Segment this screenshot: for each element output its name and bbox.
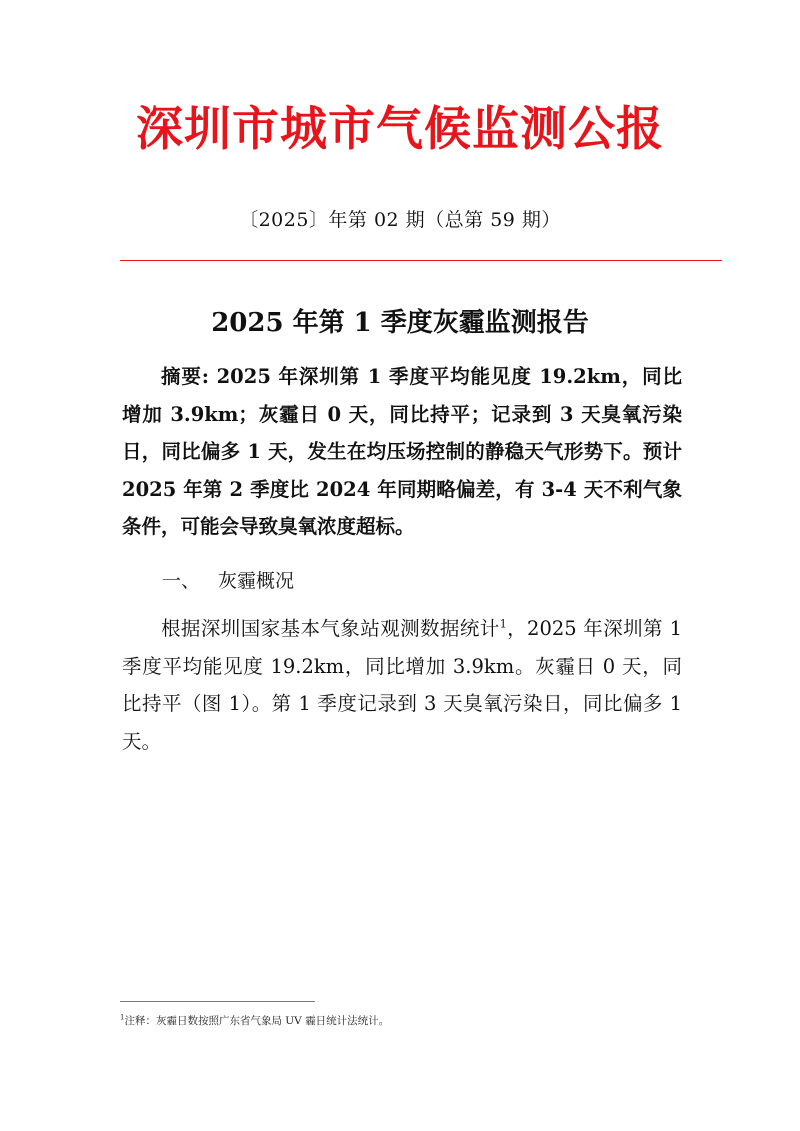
section-heading <box>162 563 294 600</box>
body-paragraph <box>122 610 682 760</box>
body-text-part2: ，2025 年深圳第 1 季度平均能见度 19.2km，同比增加 3.9km。灰霾日 0 天，同比持平（图 1）。第 1 季度记录到 3 天臭氧污染日，同比偏多 1 天。 <box>122 617 682 753</box>
section-number: 一、 <box>162 570 201 592</box>
report-title: 2025 年第 1 季度灰霾监测报告 <box>211 308 589 338</box>
masthead-divider <box>120 260 722 261</box>
footnote <box>120 1013 389 1028</box>
abstract-paragraph <box>122 358 682 546</box>
body-text-part1: 根据深圳国家基本气象站观测数据统计 <box>161 617 500 640</box>
footnote-marker: 1 <box>120 1013 125 1022</box>
abstract-text: 2025 年深圳第 1 季度平均能见度 19.2km，同比增加 3.9km；灰霾日 0 天，同比持平；记录到 3 天臭氧污染日，同比偏多 1 天，发生在均压场控制的静稳天气形势下。预计 2025 年第 2 季度比 2024 年同期略偏差，有 3-4 天不利气象条件，可能会导致臭氧浓度超标。 <box>122 365 682 538</box>
section-title: 灰霾概况 <box>218 570 295 592</box>
masthead-title: 深圳市城市气候监测公报 <box>136 102 664 157</box>
abstract-label: 摘要: <box>161 365 209 388</box>
footnote-divider <box>120 1001 315 1002</box>
issue-number: 〔2025〕年第 02 期（总第 59 期） <box>239 209 561 231</box>
footnote-reference[interactable]: 1 <box>499 617 507 631</box>
footnote-text: 注释：灰霾日数按照广东省气象局 UV 霾日统计法统计。 <box>124 1015 390 1027</box>
